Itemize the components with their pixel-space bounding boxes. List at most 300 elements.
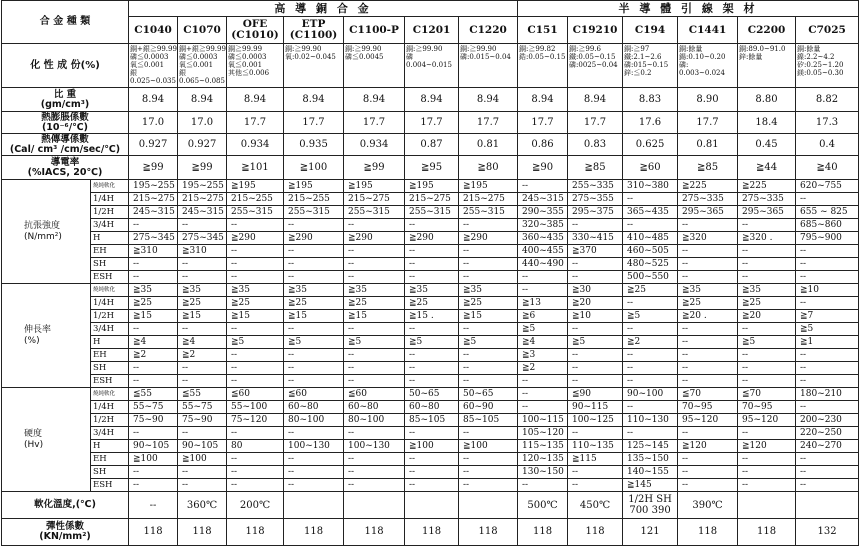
hardness-value: 110~135 [568, 440, 623, 453]
alloy-name-line: C1070 [183, 24, 221, 36]
tensile-value: -- [344, 271, 405, 284]
hardness-value: -- [178, 427, 227, 440]
elongation-value: ≧4 [518, 336, 568, 349]
hardness-value: -- [284, 453, 344, 466]
hardness-value: 70~95 [738, 401, 796, 414]
tensile-value: -- [459, 219, 518, 232]
hardness-value: 75~120 [227, 414, 284, 427]
elastic-label-line: 彈性係數 [46, 521, 85, 532]
tensile-value: -- [623, 219, 678, 232]
elongation-value: -- [623, 375, 678, 388]
alloy-name [405, 17, 459, 44]
elongation-value: -- [738, 362, 796, 375]
property-value: 8.80 [738, 88, 796, 112]
elongation-value: ≧5 [344, 336, 405, 349]
hardness-value: -- [678, 479, 738, 492]
hardness-value: 95~120 [738, 414, 796, 427]
tensile-value: 795~900 [796, 232, 859, 245]
group-high-conductivity: 高 導 銅 合 金 [129, 1, 518, 17]
tensile-value: 245~315 [518, 193, 568, 206]
elongation-value: -- [796, 297, 859, 310]
elongation-value: -- [284, 349, 344, 362]
composition-cell [796, 44, 859, 88]
elongation-value: -- [678, 362, 738, 375]
elongation-value: ≧35 [227, 284, 284, 297]
hardness-value: -- [459, 479, 518, 492]
property-value: 0.83 [568, 134, 623, 156]
tensile-value: 255~315 [344, 206, 405, 219]
hardness-value: ≦55 [178, 388, 227, 401]
tensile-value: 255~335 [568, 180, 623, 193]
elastic-value: 118 [405, 519, 459, 546]
tensile-value: -- [129, 219, 178, 232]
temper-label: 1/2H [91, 206, 129, 219]
elongation-value: -- [284, 362, 344, 375]
elongation-value: ≧35 [129, 284, 178, 297]
elongation-row [2, 297, 859, 310]
composition-line: 磷:0.015~0.04 [460, 53, 511, 61]
tensile-value: -- [344, 258, 405, 271]
property-value: 17.7 [405, 112, 459, 134]
hardness-value: -- [568, 466, 623, 479]
elongation-value: ≧25 [623, 284, 678, 297]
hardness-value: -- [178, 466, 227, 479]
tensile-value: 245~315 [178, 206, 227, 219]
hardness-value: -- [623, 401, 678, 414]
property-label [2, 156, 129, 180]
tensile-value: ≧290 [459, 232, 518, 245]
elongation-value: ≧25 [178, 297, 227, 310]
property-label [2, 134, 129, 156]
tensile-value: 360~435 [518, 232, 568, 245]
property-value: ≧99 [344, 156, 405, 180]
softening-value-line: 360℃ [186, 499, 218, 511]
tensile-value: 620~755 [796, 180, 859, 193]
temper-label: 1/2H [91, 310, 129, 323]
temper-label: EH [91, 453, 129, 466]
softening-value [568, 492, 623, 519]
softening-value-line: 450℃ [579, 499, 611, 511]
elongation-value: ≧2 [178, 349, 227, 362]
hardness-value: -- [796, 466, 859, 479]
tensile-value: 400~455 [518, 245, 568, 258]
elongation-value: ≧10 [796, 284, 859, 297]
composition-line: 銅:≧99.90 [406, 45, 443, 53]
elastic-row [2, 519, 859, 546]
tensile-value: 275~335 [678, 193, 738, 206]
property-value: 0.81 [459, 134, 518, 156]
tensile-value: -- [344, 219, 405, 232]
elastic-value: 132 [796, 519, 859, 546]
hardness-value: -- [129, 466, 178, 479]
property-value: 8.94 [284, 88, 344, 112]
softening-value [284, 492, 344, 519]
elongation-value: ≧25 [227, 297, 284, 310]
tensile-value: -- [405, 258, 459, 271]
tensile-value: -- [568, 258, 623, 271]
tensile-value: 275~345 [178, 232, 227, 245]
temper-label: 燒純軟化 [91, 180, 129, 193]
temper-label: 燒純軟化 [91, 388, 129, 401]
property-value: 8.82 [796, 88, 859, 112]
property-value: 0.927 [129, 134, 178, 156]
hardness-value: -- [227, 479, 284, 492]
hardness-value: -- [518, 479, 568, 492]
hardness-row [2, 401, 859, 414]
tensile-value: -- [678, 219, 738, 232]
elongation-value: ≧5 [459, 336, 518, 349]
property-value: ≧90 [518, 156, 568, 180]
alloy-name [227, 17, 284, 44]
tensile-value: ≧195 [344, 180, 405, 193]
elongation-value: -- [738, 323, 796, 336]
hardness-value: 80~100 [284, 414, 344, 427]
elastic-value: 118 [678, 519, 738, 546]
hardness-value: 80 [227, 440, 284, 453]
property-value: 0.934 [227, 134, 284, 156]
elongation-value: ≧4 [178, 336, 227, 349]
elongation-value: -- [568, 375, 623, 388]
composition-line: 磷≦0.0003 [179, 53, 218, 61]
table-body [2, 1, 859, 546]
elongation-value: -- [738, 349, 796, 362]
property-value: 8.94 [178, 88, 227, 112]
tensile-value: 290~355 [518, 206, 568, 219]
elongation-value: -- [459, 349, 518, 362]
composition-line: 鎂:0.05~0.30 [797, 69, 844, 77]
hardness-value: 180~210 [796, 388, 859, 401]
composition-line: 磷≦0.0045 [345, 53, 384, 61]
tensile-value: 685~860 [796, 219, 859, 232]
elongation-label [2, 284, 91, 388]
tensile-value: -- [518, 271, 568, 284]
hardness-value: 120~135 [518, 453, 568, 466]
tensile-value: ≧290 [284, 232, 344, 245]
hardness-value: 125~145 [623, 440, 678, 453]
hardness-value: -- [459, 466, 518, 479]
tensile-row [2, 206, 859, 219]
elongation-value: ≧25 [344, 297, 405, 310]
property-value: 0.935 [284, 134, 344, 156]
hardness-value: -- [678, 427, 738, 440]
composition-cell [568, 44, 623, 88]
property-value: ≧85 [568, 156, 623, 180]
hardness-row [2, 453, 859, 466]
temper-label: ESH [91, 375, 129, 388]
tensile-value: -- [344, 245, 405, 258]
hardness-value: -- [678, 466, 738, 479]
tensile-value: -- [405, 271, 459, 284]
softening-label: 軟化溫度,(℃) [2, 492, 129, 519]
elongation-value: -- [227, 349, 284, 362]
tensile-value: -- [678, 245, 738, 258]
hardness-value: -- [344, 479, 405, 492]
tensile-value: 245~315 [129, 206, 178, 219]
tensile-value: -- [459, 245, 518, 258]
tensile-value: -- [738, 271, 796, 284]
composition-row [2, 44, 859, 88]
tensile-row [2, 193, 859, 206]
elongation-value: -- [796, 362, 859, 375]
elastic-label-line: (KN/mm²) [39, 531, 91, 542]
property-label-line: 比 重 [53, 88, 77, 100]
composition-line: 氧≦0.001 [130, 61, 165, 69]
tensile-value: -- [284, 271, 344, 284]
elongation-value: -- [568, 349, 623, 362]
elongation-value: ≧2 [623, 336, 678, 349]
property-value: 0.4 [796, 134, 859, 156]
hardness-value: ≧120 [738, 440, 796, 453]
elongation-row [2, 310, 859, 323]
hardness-row [2, 479, 859, 492]
composition-cell [178, 44, 227, 88]
temper-label: 1/4H [91, 193, 129, 206]
temper-label: EH [91, 245, 129, 258]
elongation-value: ≧15 [178, 310, 227, 323]
softening-value [518, 492, 568, 519]
tensile-value: -- [568, 219, 623, 232]
alloy-name-line: C194 [634, 24, 666, 36]
composition-line: 銅:≧99.6 [569, 45, 601, 53]
property-value: 0.86 [518, 134, 568, 156]
composition-line: 磷≦0.0003 [130, 53, 169, 61]
elongation-value: -- [344, 362, 405, 375]
hardness-value: ≧145 [623, 479, 678, 492]
tensile-value: -- [518, 180, 568, 193]
hardness-value: -- [344, 453, 405, 466]
elongation-label-line: 伸長率 [24, 324, 52, 335]
elongation-value: ≧10 [568, 310, 623, 323]
composition-cell [678, 44, 738, 88]
tensile-value: ≧195 [459, 180, 518, 193]
alloy-name-line: (C1100) [289, 29, 338, 41]
elongation-value: -- [129, 362, 178, 375]
composition-cell [623, 44, 678, 88]
composition-line: 磷:015~0.15 [624, 61, 669, 69]
alloy-name-line: ETP [301, 18, 326, 30]
tensile-value: ≧195 [284, 180, 344, 193]
hardness-value: ≦60 [344, 388, 405, 401]
hardness-row [2, 414, 859, 427]
property-label-line: 導電率 [50, 156, 80, 168]
tensile-value: -- [459, 258, 518, 271]
property-value: 17.7 [678, 112, 738, 134]
softening-row [2, 492, 859, 519]
elongation-value: -- [623, 323, 678, 336]
tensile-value: ≧290 [227, 232, 284, 245]
elongation-value: -- [129, 323, 178, 336]
hardness-value: 55~100 [227, 401, 284, 414]
alloy-name [178, 17, 227, 44]
property-value: ≧44 [738, 156, 796, 180]
temper-label: 1/4H [91, 297, 129, 310]
tensile-value: ≧320 . [738, 232, 796, 245]
elongation-value: ≧2 [129, 349, 178, 362]
hardness-value: 75~90 [178, 414, 227, 427]
composition-line: 鎳:2.2~4.2 [797, 53, 835, 61]
elongation-value: ≧5 [623, 310, 678, 323]
property-value: 18.4 [738, 112, 796, 134]
alloy-name-row [2, 17, 859, 44]
hardness-value: -- [796, 479, 859, 492]
elongation-value: ≧5 [738, 336, 796, 349]
tensile-value: 215~255 [284, 193, 344, 206]
tensile-value: -- [284, 258, 344, 271]
property-value: ≧60 [623, 156, 678, 180]
hardness-value: -- [405, 479, 459, 492]
property-value: ≧100 [284, 156, 344, 180]
tensile-value: ≧290 [344, 232, 405, 245]
tensile-value: 255~315 [405, 206, 459, 219]
elongation-value: ≧5 [405, 336, 459, 349]
hardness-value: -- [344, 466, 405, 479]
composition-line: 鋅:餘量 [739, 53, 763, 61]
hardness-value: 60~90 [459, 401, 518, 414]
tensile-value: 215~275 [129, 193, 178, 206]
elongation-value: ≧15 [284, 310, 344, 323]
composition-line: 磷:0025~0.04 [569, 61, 618, 69]
elongation-value: ≧35 [678, 284, 738, 297]
tensile-value: ≧225 [678, 180, 738, 193]
hardness-value: -- [284, 479, 344, 492]
property-label [2, 88, 129, 112]
tensile-value: 500~550 [623, 271, 678, 284]
hardness-label [2, 388, 91, 492]
elongation-value: -- [405, 362, 459, 375]
softening-value [129, 492, 178, 519]
softening-value-line: -- [149, 499, 157, 511]
composition-line: 銅+銀≧99.99 [130, 45, 177, 53]
hardness-value: ≧100 [129, 453, 178, 466]
property-row [2, 88, 859, 112]
hardness-value: -- [738, 453, 796, 466]
composition-line: 0.003~0.024 [679, 69, 725, 77]
tensile-row [2, 245, 859, 258]
elongation-value: ≧6 [518, 310, 568, 323]
elongation-value: -- [459, 375, 518, 388]
tensile-value: 255~315 [284, 206, 344, 219]
hardness-value: 80~100 [344, 414, 405, 427]
hardness-value: -- [227, 427, 284, 440]
composition-label: 化 性 成 份(%) [2, 44, 129, 88]
temper-label: EH [91, 349, 129, 362]
property-value: 17.7 [518, 112, 568, 134]
hardness-value: -- [284, 466, 344, 479]
alloy-name [344, 17, 405, 44]
composition-line: 氧:0.02~0.045 [285, 53, 336, 61]
hardness-value: 85~105 [405, 414, 459, 427]
hardness-value: -- [568, 479, 623, 492]
alloy-name [459, 17, 518, 44]
alloy-name-line: (C1010) [231, 29, 279, 41]
hardness-value: -- [796, 453, 859, 466]
tensile-value: 295~365 [738, 206, 796, 219]
elongation-value: ≧7 [796, 310, 859, 323]
property-row [2, 134, 859, 156]
elongation-value: -- [344, 323, 405, 336]
hardness-value: 100~130 [284, 440, 344, 453]
hardness-value: 75~90 [129, 414, 178, 427]
tensile-value: -- [796, 193, 859, 206]
property-label-line: (gm/cm³) [40, 98, 90, 110]
tensile-value: 195~255 [178, 180, 227, 193]
property-value: 17.0 [129, 112, 178, 134]
property-value: 8.94 [405, 88, 459, 112]
hardness-value: 50~65 [459, 388, 518, 401]
elastic-value: 118 [227, 519, 284, 546]
temper-label: 燒純軟化 [91, 284, 129, 297]
elongation-value: -- [405, 323, 459, 336]
property-value: 17.7 [227, 112, 284, 134]
hardness-value: ≦70 [678, 388, 738, 401]
tensile-value: -- [178, 219, 227, 232]
composition-cell [284, 44, 344, 88]
tensile-value: 215~275 [459, 193, 518, 206]
composition-line: 氧≦0.001 [179, 61, 214, 69]
elongation-value: -- [623, 297, 678, 310]
property-value: 0.934 [344, 134, 405, 156]
tensile-value: -- [178, 258, 227, 271]
elongation-value: ≧35 [459, 284, 518, 297]
elongation-value: ≧5 [227, 336, 284, 349]
property-value: 17.6 [623, 112, 678, 134]
property-value: 17.7 [344, 112, 405, 134]
elongation-value: ≧25 [678, 297, 738, 310]
composition-line: 銅≧99.99 [228, 45, 263, 53]
composition-line: 銅:≧99.90 [285, 45, 322, 53]
tensile-value: 195~255 [129, 180, 178, 193]
hardness-value: 200~230 [796, 414, 859, 427]
hardness-value: -- [178, 479, 227, 492]
alloy-properties-table [1, 0, 859, 546]
tensile-value: -- [796, 271, 859, 284]
tensile-value: 215~255 [227, 193, 284, 206]
hardness-value: ≧100 [459, 440, 518, 453]
tensile-label [2, 180, 91, 284]
tensile-value: 365~435 [623, 206, 678, 219]
elongation-row [2, 375, 859, 388]
elongation-value: -- [568, 323, 623, 336]
composition-line: 磷0.004~0.015 [406, 53, 452, 69]
composition-line: 銅:≧99.90 [345, 45, 382, 53]
elongation-value: ≧25 [459, 297, 518, 310]
hardness-value: 55~75 [129, 401, 178, 414]
elongation-value: -- [344, 349, 405, 362]
elongation-value: -- [227, 362, 284, 375]
composition-line: 銅:餘量 [797, 45, 821, 53]
temper-label: H [91, 232, 129, 245]
elongation-value: -- [227, 375, 284, 388]
property-value: 0.927 [178, 134, 227, 156]
elastic-value: 118 [568, 519, 623, 546]
tensile-value: 215~275 [178, 193, 227, 206]
hardness-value: 100~115 [518, 414, 568, 427]
elongation-row [2, 349, 859, 362]
property-value: 8.94 [568, 88, 623, 112]
elastic-value: 118 [518, 519, 568, 546]
softening-value-line: 1/2H SH [628, 494, 672, 505]
elongation-value: -- [405, 349, 459, 362]
composition-line: 鐵:2.1~2.6 [624, 53, 662, 61]
property-value: 8.90 [678, 88, 738, 112]
elastic-label [2, 519, 129, 546]
tensile-value: ≧195 [405, 180, 459, 193]
elongation-value: -- [178, 362, 227, 375]
tensile-value: -- [405, 245, 459, 258]
property-label-line: (Cal/ cm³ /cm/sec/℃) [9, 143, 121, 155]
elastic-value: 118 [284, 519, 344, 546]
composition-line: 鐵:0.05~0.15 [569, 53, 616, 61]
